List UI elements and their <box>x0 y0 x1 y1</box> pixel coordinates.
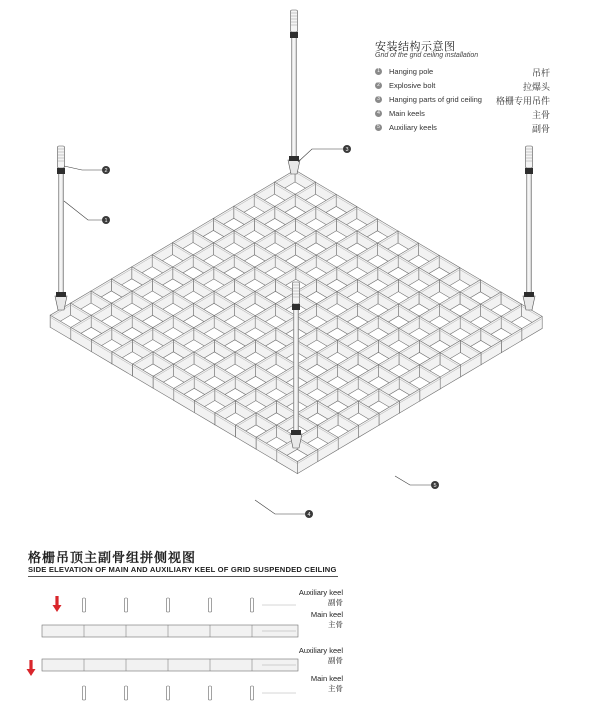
legend-en: Main keels <box>389 109 425 118</box>
label-zh: 副骨 <box>328 656 343 665</box>
label-zh: 主骨 <box>328 684 343 693</box>
legend-en: Hanging pole <box>389 67 434 76</box>
legend-subtitle: Grid of the grid ceiling installation <box>375 52 479 59</box>
section-title: 格栅吊顶主副骨组拼侧视图 <box>28 550 197 565</box>
bolt-nut <box>292 304 300 310</box>
hanger-clip <box>56 292 66 297</box>
down-arrow <box>55 596 58 606</box>
legend-item <box>375 66 550 80</box>
legend-item <box>375 94 550 108</box>
legend-en: Hanging parts of grid ceiling <box>389 95 482 104</box>
bolt-nut <box>525 168 533 174</box>
callout-number: 4 <box>307 512 311 518</box>
label-en: Auxiliary keel <box>298 588 343 597</box>
explosive-bolt <box>58 146 65 168</box>
label-zh: 副骨 <box>328 598 343 607</box>
hanger-clip <box>289 156 299 161</box>
explosive-bolt <box>291 10 298 32</box>
keel-post <box>167 686 170 700</box>
down-arrow-head <box>27 669 36 676</box>
legend-en: Auxiliary keels <box>389 123 437 132</box>
keel-post <box>83 686 86 700</box>
callout-line <box>64 201 106 220</box>
hanger-clip <box>291 430 301 435</box>
keel-post <box>125 686 128 700</box>
legend-item <box>375 108 550 122</box>
elevation-label <box>299 588 343 608</box>
label-en: Auxiliary keel <box>298 646 343 655</box>
section-subtitle: SIDE ELEVATION OF MAIN AND AUXILIARY KEEL OF GRID SUSPENDED CEILING <box>28 565 337 574</box>
legend-number: 3 <box>375 96 382 103</box>
elevation-label <box>311 674 343 694</box>
callout-number: 2 <box>104 168 108 174</box>
keel-post <box>167 598 170 612</box>
explosive-bolt <box>293 282 300 304</box>
keel-post <box>209 598 212 612</box>
hanger-clip <box>524 292 534 297</box>
legend-zh: 副骨 <box>531 124 550 134</box>
legend-number: 4 <box>375 110 382 117</box>
hanging-pole <box>294 302 299 434</box>
keel-post <box>251 598 254 612</box>
elevation-label <box>299 646 343 666</box>
keel-post <box>83 598 86 612</box>
legend-en: Explosive bolt <box>389 81 436 90</box>
callout-number: 5 <box>433 483 437 489</box>
keel-post <box>209 686 212 700</box>
legend-number: 5 <box>375 124 382 131</box>
legend-item <box>375 80 550 94</box>
legend-title: 安装结构示意图 <box>375 41 456 53</box>
down-arrow-head <box>53 605 62 612</box>
elevation-label <box>311 610 343 630</box>
keel-post <box>125 598 128 612</box>
section-divider <box>28 576 338 577</box>
label-zh: 主骨 <box>328 620 343 629</box>
legend-zh: 拉爆头 <box>522 82 550 92</box>
callout-number: 3 <box>345 147 349 153</box>
legend-number: 1 <box>375 68 382 75</box>
legend-zh: 吊杆 <box>531 68 550 78</box>
bolt-nut <box>57 168 65 174</box>
legend-zh: 格栅专用吊件 <box>495 96 550 106</box>
side-elevation <box>27 596 299 700</box>
legend-number: 2 <box>375 82 382 89</box>
callout-line <box>255 500 309 514</box>
hanging-pole <box>292 30 297 160</box>
callout-line <box>395 476 435 485</box>
down-arrow <box>29 660 32 670</box>
label-en: Main keel <box>310 610 343 619</box>
explosive-bolt <box>526 146 533 168</box>
legend-zh: 主骨 <box>531 110 550 120</box>
hanging-pole <box>59 166 64 296</box>
main-keel-bar <box>42 659 298 671</box>
callout-line <box>298 149 347 162</box>
label-en: Main keel <box>310 674 343 683</box>
hanging-pole <box>527 166 532 296</box>
legend-item <box>375 122 550 136</box>
callout-line <box>64 166 106 170</box>
keel-post <box>251 686 254 700</box>
callout-number: 1 <box>104 218 108 224</box>
main-keel-bar <box>42 625 298 637</box>
bolt-nut <box>290 32 298 38</box>
